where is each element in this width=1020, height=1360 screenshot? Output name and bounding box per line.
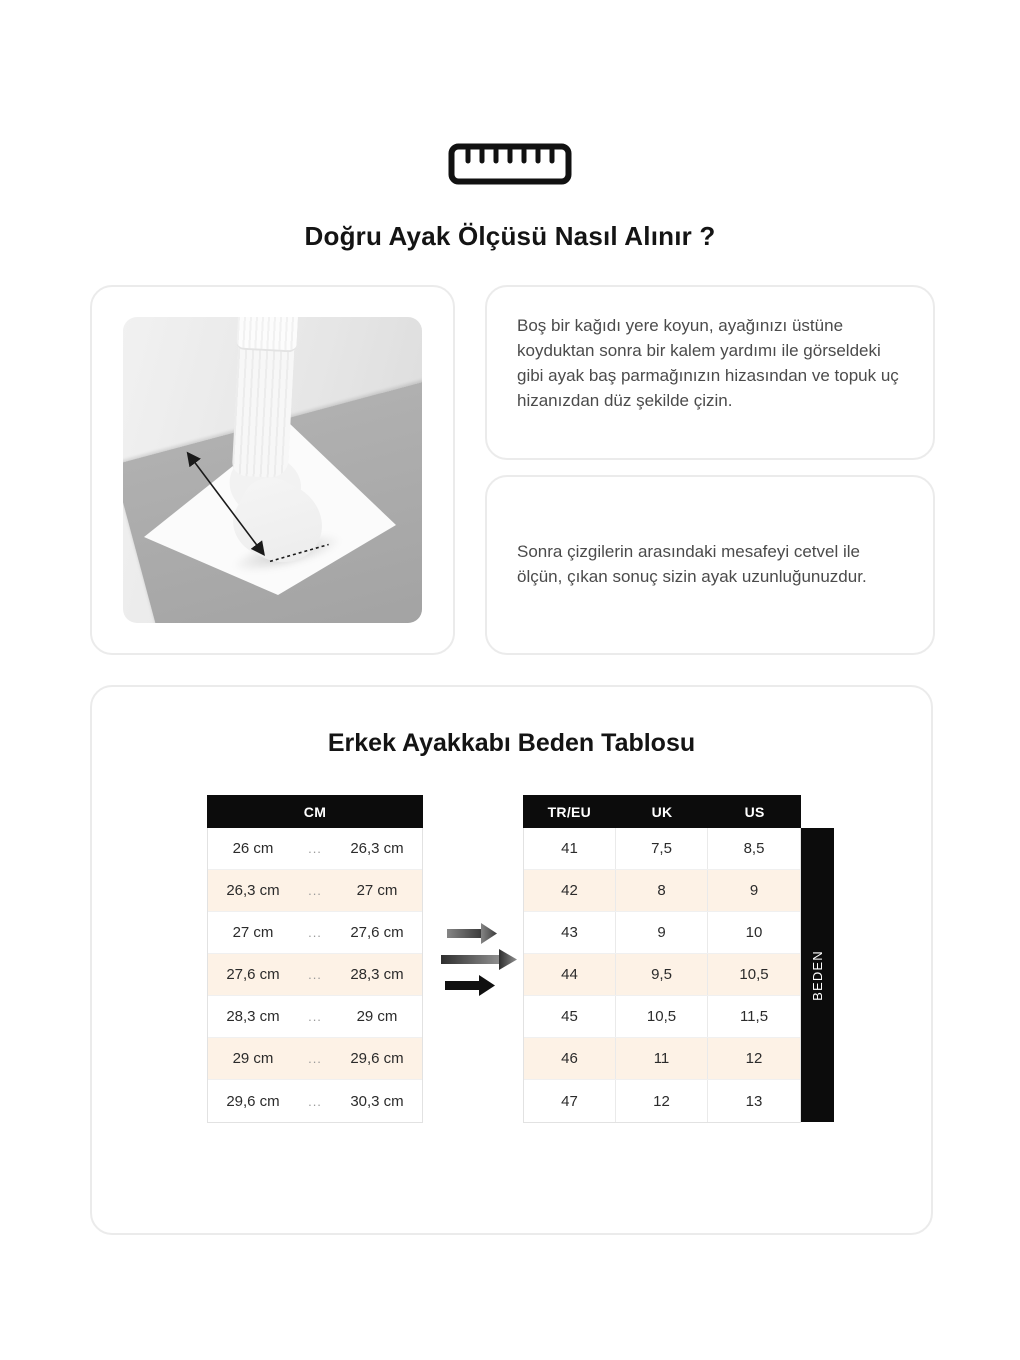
beden-side-bar xyxy=(801,828,834,1122)
size-table-row xyxy=(524,1038,800,1080)
us-value: 8,5 xyxy=(743,840,765,857)
header-uk: UK xyxy=(651,803,673,820)
measurement-photo-card xyxy=(90,285,455,655)
us-value: 12 xyxy=(745,1050,763,1067)
instruction-card-step1 xyxy=(485,285,935,460)
tr-eu-value: 42 xyxy=(524,870,616,911)
arrows-right-icon xyxy=(439,919,519,1001)
cm-table-row xyxy=(208,996,422,1038)
cm-table-row xyxy=(208,1038,422,1080)
uk-value: 8 xyxy=(616,870,708,911)
uk-value: 7,5 xyxy=(616,828,708,869)
cm-range-table xyxy=(207,795,423,1123)
tr-eu-value: 46 xyxy=(524,1038,616,1079)
size-table-row xyxy=(524,996,800,1038)
size-table-row xyxy=(524,912,800,954)
header-us: US xyxy=(744,803,765,820)
size-table-row xyxy=(524,1080,800,1122)
size-table-header xyxy=(523,795,801,828)
instruction-step2-text: Sonra çizgilerin arasındaki mesafeyi cetvel ile ölçün, çıkan sonuç sizin ayak uzunluğunuzdur. xyxy=(517,542,867,586)
size-table-card xyxy=(90,685,933,1235)
size-table-row xyxy=(524,870,800,912)
range-dots: ... xyxy=(308,883,322,898)
size-table-row xyxy=(524,828,800,870)
cm-table-row xyxy=(208,912,422,954)
size-table-body xyxy=(523,828,801,1123)
range-dots: ... xyxy=(308,1051,322,1066)
us-value: 10 xyxy=(745,924,763,941)
cm-table-row xyxy=(208,828,422,870)
cm-to: 27 cm xyxy=(356,882,398,899)
cm-to: 26,3 cm xyxy=(350,840,404,857)
us-value: 9 xyxy=(749,882,759,899)
cm-from: 26 cm xyxy=(232,840,274,857)
tr-eu-value: 47 xyxy=(524,1080,616,1122)
uk-value: 12 xyxy=(616,1080,708,1122)
header-tr-eu: TR/EU xyxy=(547,803,592,820)
cm-to: 28,3 cm xyxy=(350,966,404,983)
cm-to: 27,6 cm xyxy=(350,924,404,941)
us-value: 13 xyxy=(745,1092,763,1110)
cm-table-header: CM xyxy=(207,795,423,828)
us-value: 11,5 xyxy=(739,1008,769,1025)
cm-table-row xyxy=(208,1080,422,1122)
instruction-step1-text: Boş bir kağıdı yere koyun, ayağınızı üstüne koyduktan sonra bir kalem yardımı ile görseldeki gibi ayak baş parmağınızın hizasından ve topuk uç hizanızdan düz şekilde çizin. xyxy=(517,316,899,410)
uk-value: 10,5 xyxy=(616,996,708,1037)
beden-label: BEDEN xyxy=(810,949,826,1001)
tr-eu-value: 44 xyxy=(524,954,616,995)
range-dots: ... xyxy=(308,1093,322,1109)
cm-table-row xyxy=(208,870,422,912)
tr-eu-value: 41 xyxy=(524,828,616,869)
cm-to: 29 cm xyxy=(356,1008,398,1025)
size-section-title: Erkek Ayakkabı Beden Tablosu xyxy=(327,729,696,757)
size-conversion-table xyxy=(523,795,801,1123)
instruction-card-step2 xyxy=(485,475,935,655)
uk-value: 11 xyxy=(616,1038,708,1079)
range-dots: ... xyxy=(308,967,322,982)
range-dots: ... xyxy=(308,1009,322,1024)
cm-from: 28,3 cm xyxy=(226,1008,280,1025)
cm-from: 27 cm xyxy=(232,924,274,941)
us-value: 10,5 xyxy=(739,966,769,983)
tr-eu-value: 45 xyxy=(524,996,616,1037)
tr-eu-value: 43 xyxy=(524,912,616,953)
cm-from: 29,6 cm xyxy=(226,1092,280,1110)
range-dots: ... xyxy=(308,925,322,940)
uk-value: 9,5 xyxy=(616,954,708,995)
cm-table-body xyxy=(207,828,423,1123)
cm-from: 26,3 cm xyxy=(226,882,280,899)
cm-to: 30,3 cm xyxy=(350,1092,404,1110)
size-table-row xyxy=(524,954,800,996)
foot-measurement-photo xyxy=(123,317,422,623)
cm-from: 27,6 cm xyxy=(226,966,280,983)
uk-value: 9 xyxy=(616,912,708,953)
range-dots: ... xyxy=(308,841,322,856)
ruler-icon xyxy=(0,143,1020,185)
page-title: Doğru Ayak Ölçüsü Nasıl Alınır ? xyxy=(304,221,716,251)
double-headed-arrow xyxy=(123,317,422,623)
cm-to: 29,6 cm xyxy=(350,1050,404,1067)
cm-from: 29 cm xyxy=(232,1050,274,1067)
cm-table-row xyxy=(208,954,422,996)
